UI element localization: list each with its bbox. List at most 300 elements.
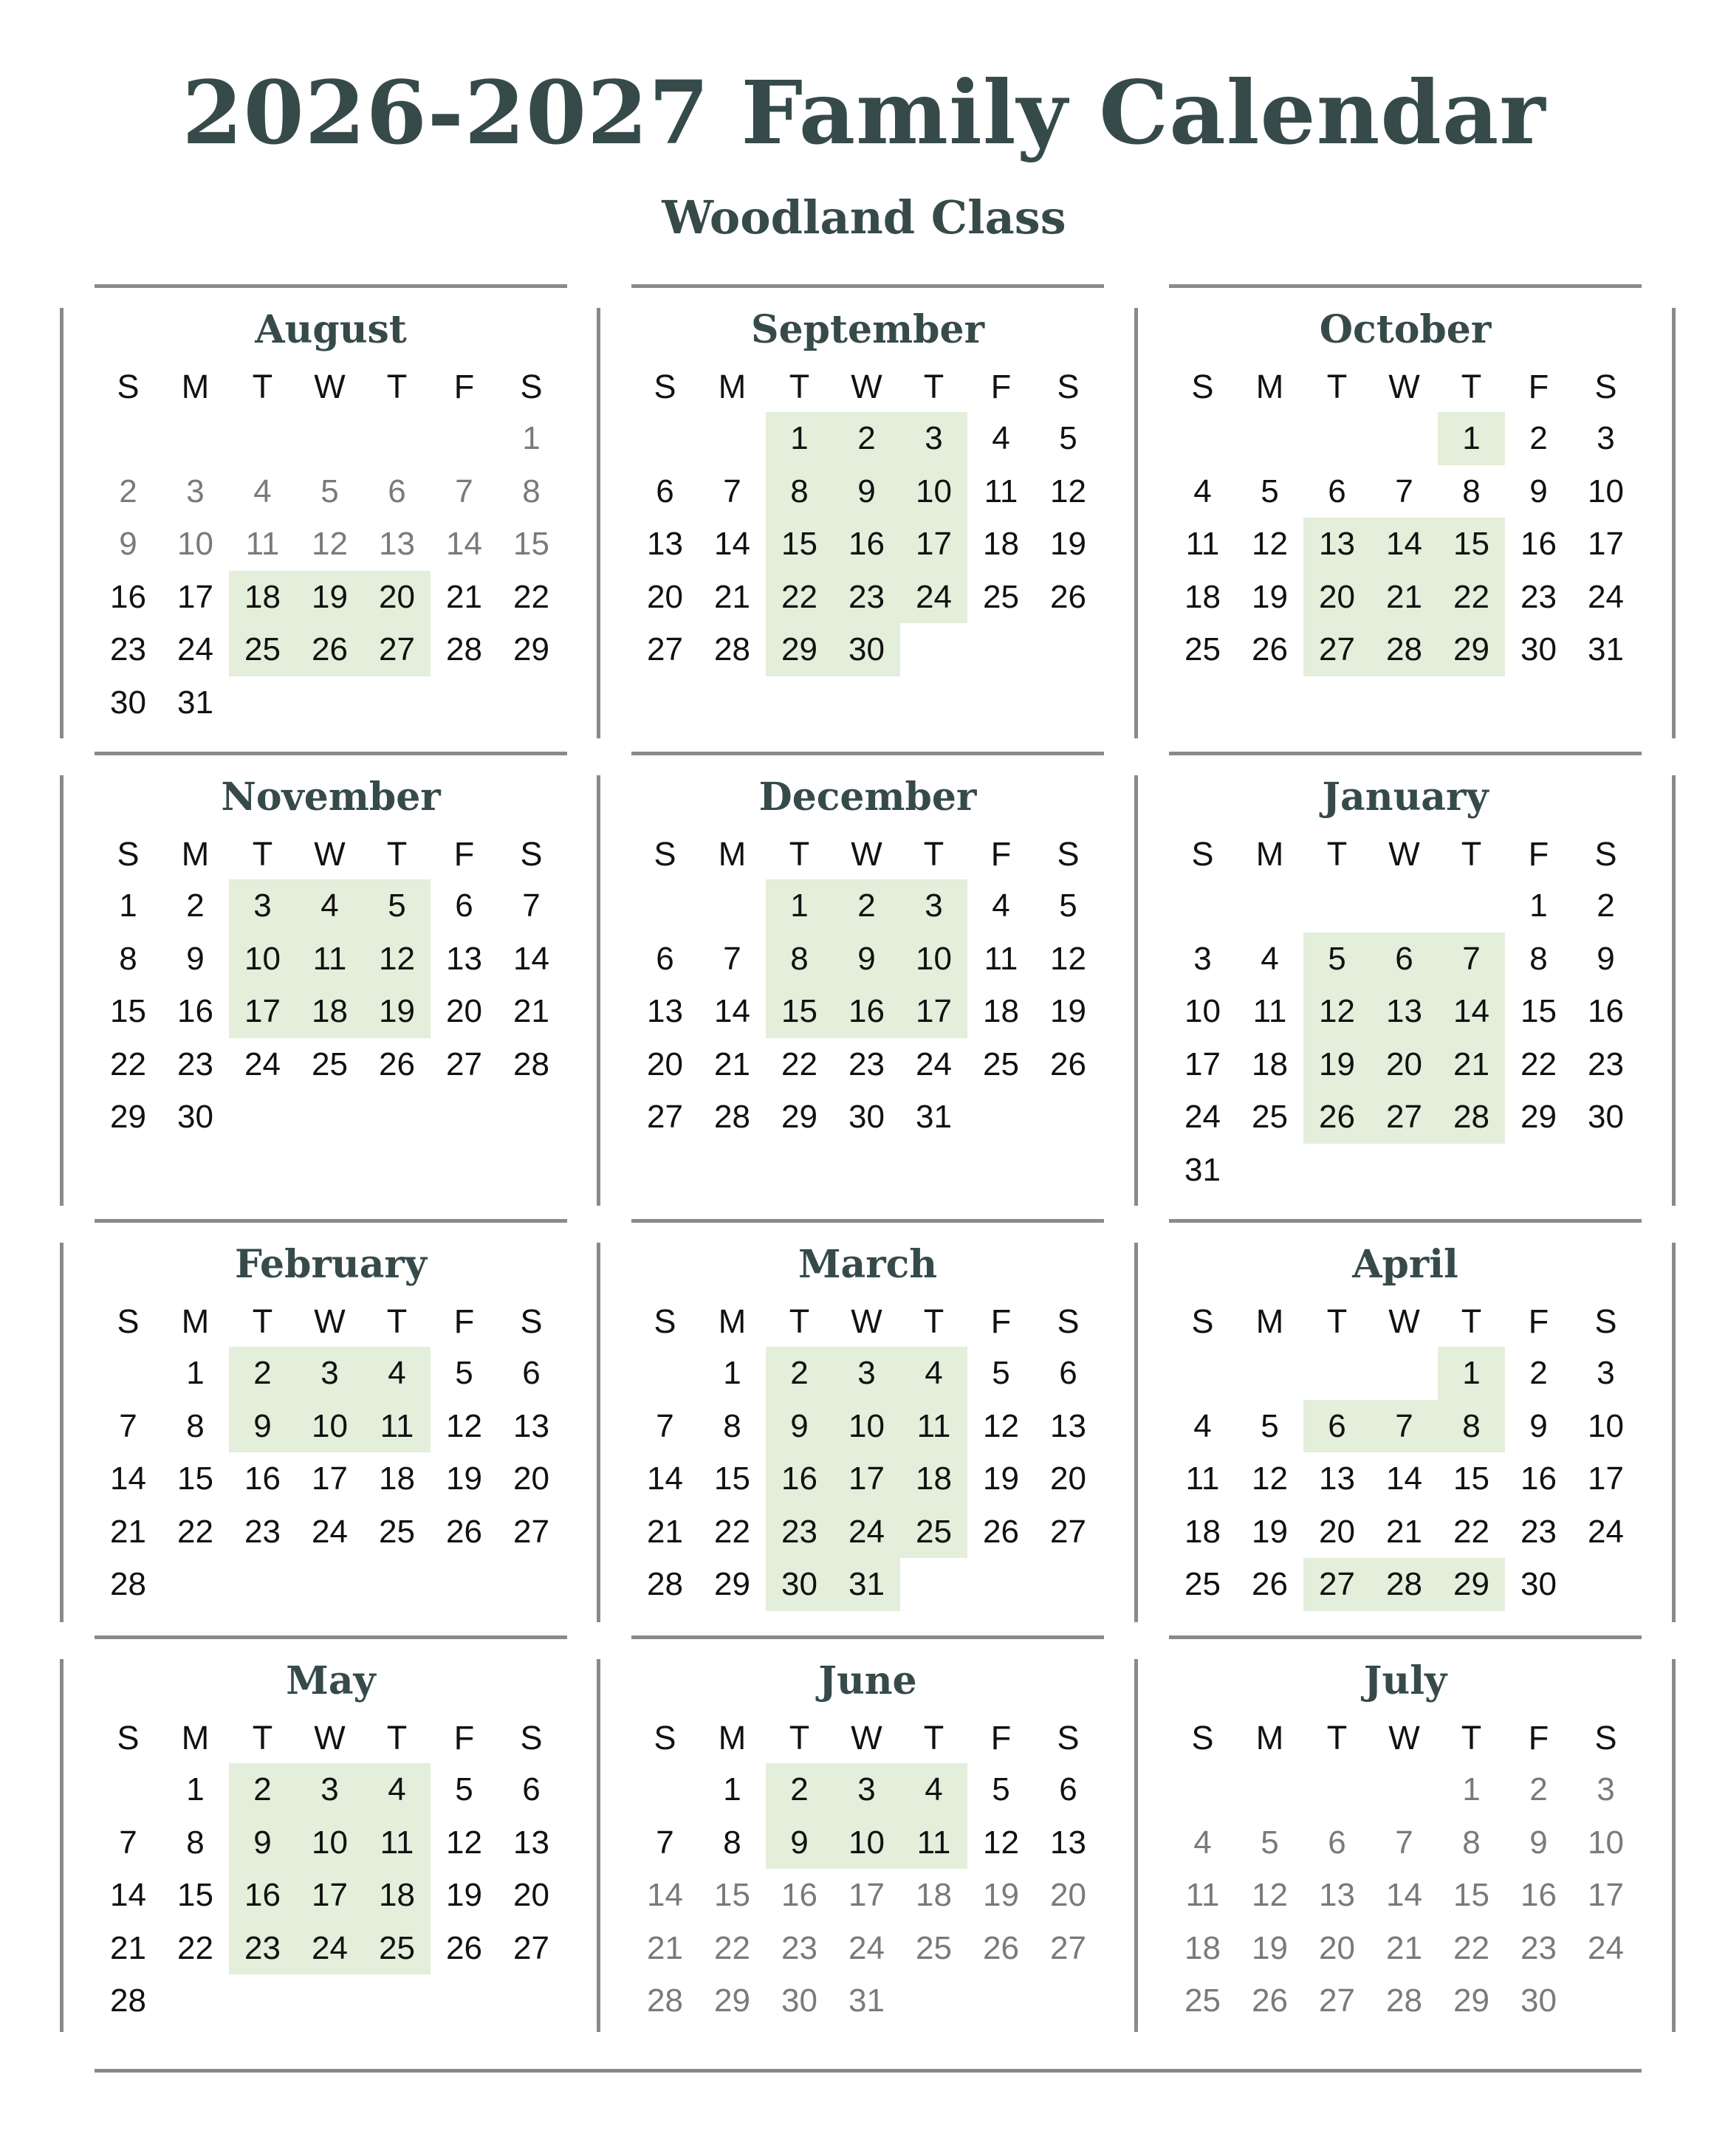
weekday-label: W <box>314 1719 346 1757</box>
day-cell: 15 <box>766 518 833 571</box>
day-cell: 26 <box>983 1929 1019 1966</box>
weekday-label: T <box>386 835 408 873</box>
weekday-label: W <box>314 368 346 405</box>
day-cell: 27 <box>1319 1982 1355 2019</box>
day-cell: 8 <box>766 933 833 986</box>
divider-vertical <box>60 775 64 1206</box>
day-cell: 3 <box>296 1347 363 1400</box>
day-cell: 1 <box>766 879 833 933</box>
day-cell: 14 <box>1438 985 1505 1038</box>
day-cell: 24 <box>1588 578 1624 615</box>
day-cell: 13 <box>1050 1407 1086 1444</box>
day-cell: 2 <box>229 1763 296 1816</box>
day-cell: 28 <box>714 1099 750 1135</box>
day-cell: 26 <box>1303 1091 1371 1144</box>
day-cell: 6 <box>388 473 406 509</box>
day-cell: 10 <box>1184 993 1221 1029</box>
day-cell: 13 <box>379 526 415 562</box>
day-cell: 24 <box>900 571 967 624</box>
day-cell: 24 <box>312 1513 348 1550</box>
day-cell: 11 <box>1185 1460 1220 1497</box>
day-cell: 24 <box>1588 1929 1624 1966</box>
weekday-label: T <box>1461 1302 1482 1340</box>
day-cell: 29 <box>714 1566 750 1602</box>
day-cell: 10 <box>229 933 296 986</box>
day-cell: 10 <box>900 465 967 518</box>
day-cell: 17 <box>1184 1046 1221 1082</box>
day-cell: 15 <box>1520 993 1557 1029</box>
weekday-label: S <box>654 835 676 873</box>
day-cell: 30 <box>848 1099 885 1135</box>
day-cell: 7 <box>119 1824 137 1861</box>
day-cell: 3 <box>1597 420 1615 456</box>
weekday-label: F <box>990 835 1012 873</box>
day-cell: 30 <box>1588 1099 1624 1135</box>
day-cell: 30 <box>833 623 900 676</box>
day-cell: 19 <box>1303 1038 1371 1091</box>
day-cell: 7 <box>1395 473 1413 509</box>
day-cell: 9 <box>229 1816 296 1870</box>
day-cell: 15 <box>714 1877 750 1913</box>
day-cell: 1 <box>1529 888 1548 924</box>
weekday-label: S <box>1057 835 1080 873</box>
day-cell: 29 <box>110 1099 146 1135</box>
day-cell: 9 <box>833 933 900 986</box>
day-cell: 18 <box>1252 1046 1288 1082</box>
day-cell: 3 <box>229 879 296 933</box>
day-cell: 2 <box>833 879 900 933</box>
divider-vertical <box>1672 308 1676 738</box>
day-cell: 28 <box>647 1566 683 1602</box>
day-cell: 18 <box>1184 1513 1221 1550</box>
day-cell: 2 <box>1529 1355 1548 1391</box>
day-cell: 12 <box>446 1407 482 1444</box>
day-cell: 16 <box>244 1460 281 1497</box>
day-cell: 11 <box>363 1816 431 1870</box>
weekday-label: M <box>1255 368 1284 405</box>
day-cell: 18 <box>296 985 363 1038</box>
day-cell: 2 <box>229 1347 296 1400</box>
weekday-label: S <box>117 1302 140 1340</box>
day-cell: 12 <box>363 933 431 986</box>
day-cell: 5 <box>320 473 339 509</box>
day-cell: 10 <box>1588 1824 1624 1861</box>
day-cell: 12 <box>1050 473 1086 509</box>
day-cell: 30 <box>1520 1566 1557 1602</box>
day-cell: 14 <box>446 526 482 562</box>
day-cell: 14 <box>714 526 750 562</box>
day-cell: 14 <box>647 1877 683 1913</box>
day-cell: 7 <box>455 473 473 509</box>
day-cell: 10 <box>1588 473 1624 509</box>
day-cell: 24 <box>1588 1513 1624 1550</box>
day-cell: 4 <box>900 1347 967 1400</box>
weekday-label: W <box>851 835 882 873</box>
day-cell: 6 <box>522 1355 541 1391</box>
day-cell: 22 <box>1520 1046 1557 1082</box>
day-cell: 4 <box>1193 473 1212 509</box>
day-cell: 16 <box>1520 526 1557 562</box>
day-cell: 14 <box>110 1877 146 1913</box>
day-cell: 9 <box>1529 1407 1548 1444</box>
day-cell: 25 <box>1184 631 1221 667</box>
day-cell: 23 <box>766 1506 833 1559</box>
day-cell: 10 <box>296 1400 363 1453</box>
month-name: April <box>1352 1242 1458 1287</box>
month-april <box>1169 1239 1642 1697</box>
day-cell: 22 <box>177 1929 213 1966</box>
day-cell: 19 <box>296 571 363 624</box>
day-cell: 26 <box>379 1046 415 1082</box>
divider-vertical <box>597 1243 600 1622</box>
day-cell: 2 <box>1597 888 1615 924</box>
day-cell: 15 <box>1438 518 1505 571</box>
day-cell: 6 <box>1059 1771 1077 1807</box>
day-cell: 9 <box>833 465 900 518</box>
day-cell: 17 <box>312 1460 348 1497</box>
day-cell: 4 <box>253 473 272 509</box>
day-cell: 21 <box>1386 1929 1422 1966</box>
weekday-label: T <box>1326 368 1348 405</box>
weekday-label: M <box>718 368 747 405</box>
weekday-label: S <box>654 1719 676 1757</box>
day-cell: 6 <box>656 940 674 977</box>
day-cell: 7 <box>1371 1400 1438 1453</box>
day-cell: 16 <box>781 1877 817 1913</box>
day-cell: 27 <box>1050 1929 1086 1966</box>
day-cell: 5 <box>455 1355 473 1391</box>
day-cell: 31 <box>848 1982 885 2019</box>
day-cell: 23 <box>229 1922 296 1975</box>
divider-vertical <box>1672 1659 1676 2032</box>
day-cell: 15 <box>513 526 549 562</box>
day-cell: 28 <box>1438 1091 1505 1144</box>
day-cell: 4 <box>296 879 363 933</box>
day-cell: 21 <box>110 1929 146 1966</box>
day-cell: 13 <box>1319 1877 1355 1913</box>
day-cell: 7 <box>723 473 741 509</box>
day-cell: 1 <box>119 888 137 924</box>
weekday-label: T <box>789 368 810 405</box>
day-cell: 9 <box>1529 473 1548 509</box>
weekday-label: T <box>386 1302 408 1340</box>
month-january <box>1169 772 1642 1229</box>
day-cell: 1 <box>1438 412 1505 465</box>
day-cell: 3 <box>833 1763 900 1816</box>
day-cell: 8 <box>1438 1400 1505 1453</box>
weekday-label: W <box>314 1302 346 1340</box>
day-cell: 17 <box>900 518 967 571</box>
day-cell: 11 <box>363 1400 431 1453</box>
weekday-label: M <box>181 1302 210 1340</box>
month-name: July <box>1363 1658 1447 1703</box>
day-cell: 1 <box>1438 1347 1505 1400</box>
day-cell: 21 <box>647 1513 683 1550</box>
day-cell: 8 <box>522 473 541 509</box>
day-cell: 5 <box>1261 1407 1279 1444</box>
day-cell: 26 <box>446 1513 482 1550</box>
day-cell: 17 <box>177 578 213 615</box>
day-cell: 17 <box>1588 1877 1624 1913</box>
day-cell: 25 <box>1184 1566 1221 1602</box>
divider-vertical <box>1134 308 1138 738</box>
day-cell: 23 <box>244 1513 281 1550</box>
weekday-label: W <box>1388 1302 1420 1340</box>
month-june <box>631 1655 1104 2113</box>
day-cell: 21 <box>1438 1038 1505 1091</box>
day-cell: 16 <box>229 1869 296 1922</box>
day-cell: 17 <box>1588 526 1624 562</box>
day-cell: 12 <box>312 526 348 562</box>
weekday-label: S <box>1191 368 1214 405</box>
day-cell: 22 <box>1453 1513 1489 1550</box>
divider-vertical <box>60 308 64 738</box>
day-cell: 21 <box>1371 571 1438 624</box>
day-cell: 2 <box>833 412 900 465</box>
day-cell: 8 <box>1462 1824 1481 1861</box>
weekday-label: S <box>117 835 140 873</box>
day-cell: 15 <box>766 985 833 1038</box>
day-cell: 31 <box>177 684 213 721</box>
weekday-label: F <box>453 835 475 873</box>
day-cell: 8 <box>119 940 137 977</box>
day-cell: 26 <box>1252 1982 1288 2019</box>
day-cell: 20 <box>647 578 683 615</box>
month-february <box>95 1239 567 1697</box>
weekday-label: S <box>1191 835 1214 873</box>
day-cell: 30 <box>110 684 146 721</box>
weekday-label: T <box>923 1719 944 1757</box>
day-cell: 7 <box>522 888 541 924</box>
day-cell: 30 <box>766 1558 833 1611</box>
day-cell: 8 <box>186 1824 205 1861</box>
weekday-label: M <box>718 1719 747 1757</box>
day-cell: 28 <box>1386 1982 1422 2019</box>
divider-vertical <box>60 1243 64 1622</box>
divider-vertical <box>597 308 600 738</box>
day-cell: 20 <box>1371 1038 1438 1091</box>
day-cell: 20 <box>513 1877 549 1913</box>
day-cell: 28 <box>1371 1558 1438 1611</box>
day-cell: 13 <box>1303 518 1371 571</box>
day-cell: 13 <box>1371 985 1438 1038</box>
weekday-label: T <box>789 1719 810 1757</box>
month-august <box>95 304 567 762</box>
weekday-label: W <box>851 1719 882 1757</box>
weekday-label: T <box>252 835 273 873</box>
day-cell: 8 <box>723 1407 741 1444</box>
day-cell: 18 <box>1184 1929 1221 1966</box>
day-cell: 4 <box>1193 1824 1212 1861</box>
month-name: October <box>1319 307 1492 352</box>
day-cell: 7 <box>723 940 741 977</box>
day-cell: 28 <box>714 631 750 667</box>
day-cell: 30 <box>781 1982 817 2019</box>
day-cell: 12 <box>1252 1460 1288 1497</box>
day-cell: 14 <box>647 1460 683 1497</box>
day-cell: 25 <box>983 578 1019 615</box>
day-cell: 3 <box>1597 1771 1615 1807</box>
day-cell: 24 <box>244 1046 281 1082</box>
day-cell: 22 <box>513 578 549 615</box>
day-cell: 6 <box>1328 1824 1346 1861</box>
day-cell: 14 <box>714 993 750 1029</box>
divider-vertical <box>1134 1243 1138 1622</box>
day-cell: 2 <box>186 888 205 924</box>
day-cell: 17 <box>833 1452 900 1506</box>
day-cell: 15 <box>714 1460 750 1497</box>
month-november <box>95 772 567 1229</box>
divider-vertical <box>1134 775 1138 1206</box>
day-cell: 1 <box>522 420 541 456</box>
day-cell: 10 <box>833 1400 900 1453</box>
month-name: February <box>234 1242 428 1287</box>
day-cell: 13 <box>647 526 683 562</box>
day-cell: 24 <box>916 1046 952 1082</box>
day-cell: 12 <box>1303 985 1371 1038</box>
day-cell: 11 <box>245 526 280 562</box>
day-cell: 23 <box>1520 578 1557 615</box>
weekday-label: T <box>386 1719 408 1757</box>
day-cell: 3 <box>1597 1355 1615 1391</box>
weekday-label: T <box>1326 1719 1348 1757</box>
day-cell: 5 <box>1261 473 1279 509</box>
day-cell: 3 <box>900 879 967 933</box>
day-cell: 7 <box>656 1824 674 1861</box>
day-cell: 18 <box>900 1452 967 1506</box>
weekday-label: S <box>1594 1302 1617 1340</box>
day-cell: 21 <box>446 578 482 615</box>
day-cell: 10 <box>900 933 967 986</box>
weekday-label: W <box>314 835 346 873</box>
day-cell: 17 <box>1588 1460 1624 1497</box>
day-cell: 11 <box>1185 1877 1220 1913</box>
day-cell: 21 <box>714 1046 750 1082</box>
day-cell: 29 <box>766 623 833 676</box>
day-cell: 8 <box>723 1824 741 1861</box>
weekday-label: T <box>923 368 944 405</box>
day-cell: 11 <box>984 473 1018 509</box>
weekday-label: F <box>1528 835 1549 873</box>
day-cell: 22 <box>781 1046 817 1082</box>
day-cell: 23 <box>1520 1929 1557 1966</box>
day-cell: 25 <box>983 1046 1019 1082</box>
weekday-label: W <box>851 1302 882 1340</box>
day-cell: 11 <box>1252 993 1287 1029</box>
day-cell: 21 <box>714 578 750 615</box>
day-cell: 2 <box>1529 420 1548 456</box>
month-september <box>631 304 1104 762</box>
weekday-label: T <box>1461 368 1482 405</box>
month-name: November <box>221 775 441 820</box>
divider-vertical <box>597 1659 600 2032</box>
day-cell: 19 <box>1252 1929 1288 1966</box>
day-cell: 20 <box>446 993 482 1029</box>
day-cell: 13 <box>513 1407 549 1444</box>
day-cell: 1 <box>186 1771 205 1807</box>
day-cell: 27 <box>647 631 683 667</box>
day-cell: 19 <box>446 1877 482 1913</box>
day-cell: 6 <box>1059 1355 1077 1391</box>
day-cell: 7 <box>1395 1824 1413 1861</box>
day-cell: 20 <box>1303 571 1371 624</box>
day-cell: 12 <box>446 1824 482 1861</box>
day-cell: 18 <box>363 1869 431 1922</box>
weekday-label: M <box>181 835 210 873</box>
day-cell: 9 <box>766 1816 833 1870</box>
day-cell: 25 <box>1184 1982 1221 2019</box>
day-cell: 12 <box>983 1824 1019 1861</box>
day-cell: 25 <box>916 1929 952 1966</box>
day-cell: 27 <box>647 1099 683 1135</box>
day-cell: 1 <box>186 1355 205 1391</box>
month-may <box>95 1655 567 2113</box>
month-december <box>631 772 1104 1229</box>
day-cell: 15 <box>177 1460 213 1497</box>
day-cell: 12 <box>1050 940 1086 977</box>
day-cell: 26 <box>1252 1566 1288 1602</box>
day-cell: 10 <box>177 526 213 562</box>
day-cell: 22 <box>110 1046 146 1082</box>
day-cell: 7 <box>119 1407 137 1444</box>
month-name: December <box>758 775 977 820</box>
day-cell: 9 <box>1597 940 1615 977</box>
day-cell: 6 <box>522 1771 541 1807</box>
day-cell: 19 <box>446 1460 482 1497</box>
day-cell: 20 <box>1050 1877 1086 1913</box>
day-cell: 25 <box>379 1513 415 1550</box>
day-cell: 1 <box>723 1771 741 1807</box>
weekday-label: T <box>923 835 944 873</box>
weekday-label: W <box>851 368 882 405</box>
day-cell: 2 <box>119 473 137 509</box>
day-cell: 13 <box>1319 1460 1355 1497</box>
day-cell: 20 <box>1319 1513 1355 1550</box>
day-cell: 26 <box>296 623 363 676</box>
day-cell: 17 <box>848 1877 885 1913</box>
day-cell: 18 <box>1184 578 1221 615</box>
day-cell: 5 <box>1303 933 1371 986</box>
month-march <box>631 1239 1104 1697</box>
day-cell: 24 <box>177 631 213 667</box>
weekday-label: T <box>923 1302 944 1340</box>
weekday-label: S <box>1057 1302 1080 1340</box>
day-cell: 3 <box>833 1347 900 1400</box>
day-cell: 3 <box>900 412 967 465</box>
day-cell: 5 <box>1059 888 1077 924</box>
day-cell: 6 <box>1371 933 1438 986</box>
divider-vertical <box>1134 1659 1138 2032</box>
day-cell: 20 <box>1050 1460 1086 1497</box>
weekday-label: S <box>520 368 543 405</box>
day-cell: 22 <box>766 571 833 624</box>
day-cell: 1 <box>766 412 833 465</box>
weekday-label: T <box>1326 835 1348 873</box>
day-cell: 11 <box>984 940 1018 977</box>
month-july <box>1169 1655 1642 2113</box>
day-cell: 25 <box>900 1506 967 1559</box>
day-cell: 28 <box>110 1566 146 1602</box>
weekday-label: F <box>453 1302 475 1340</box>
day-cell: 13 <box>1050 1824 1086 1861</box>
day-cell: 31 <box>1184 1151 1221 1188</box>
day-cell: 14 <box>1386 1877 1422 1913</box>
weekday-label: F <box>990 1302 1012 1340</box>
day-cell: 31 <box>916 1099 952 1135</box>
weekday-label: S <box>1594 368 1617 405</box>
day-cell: 15 <box>1453 1460 1489 1497</box>
day-cell: 8 <box>1529 940 1548 977</box>
